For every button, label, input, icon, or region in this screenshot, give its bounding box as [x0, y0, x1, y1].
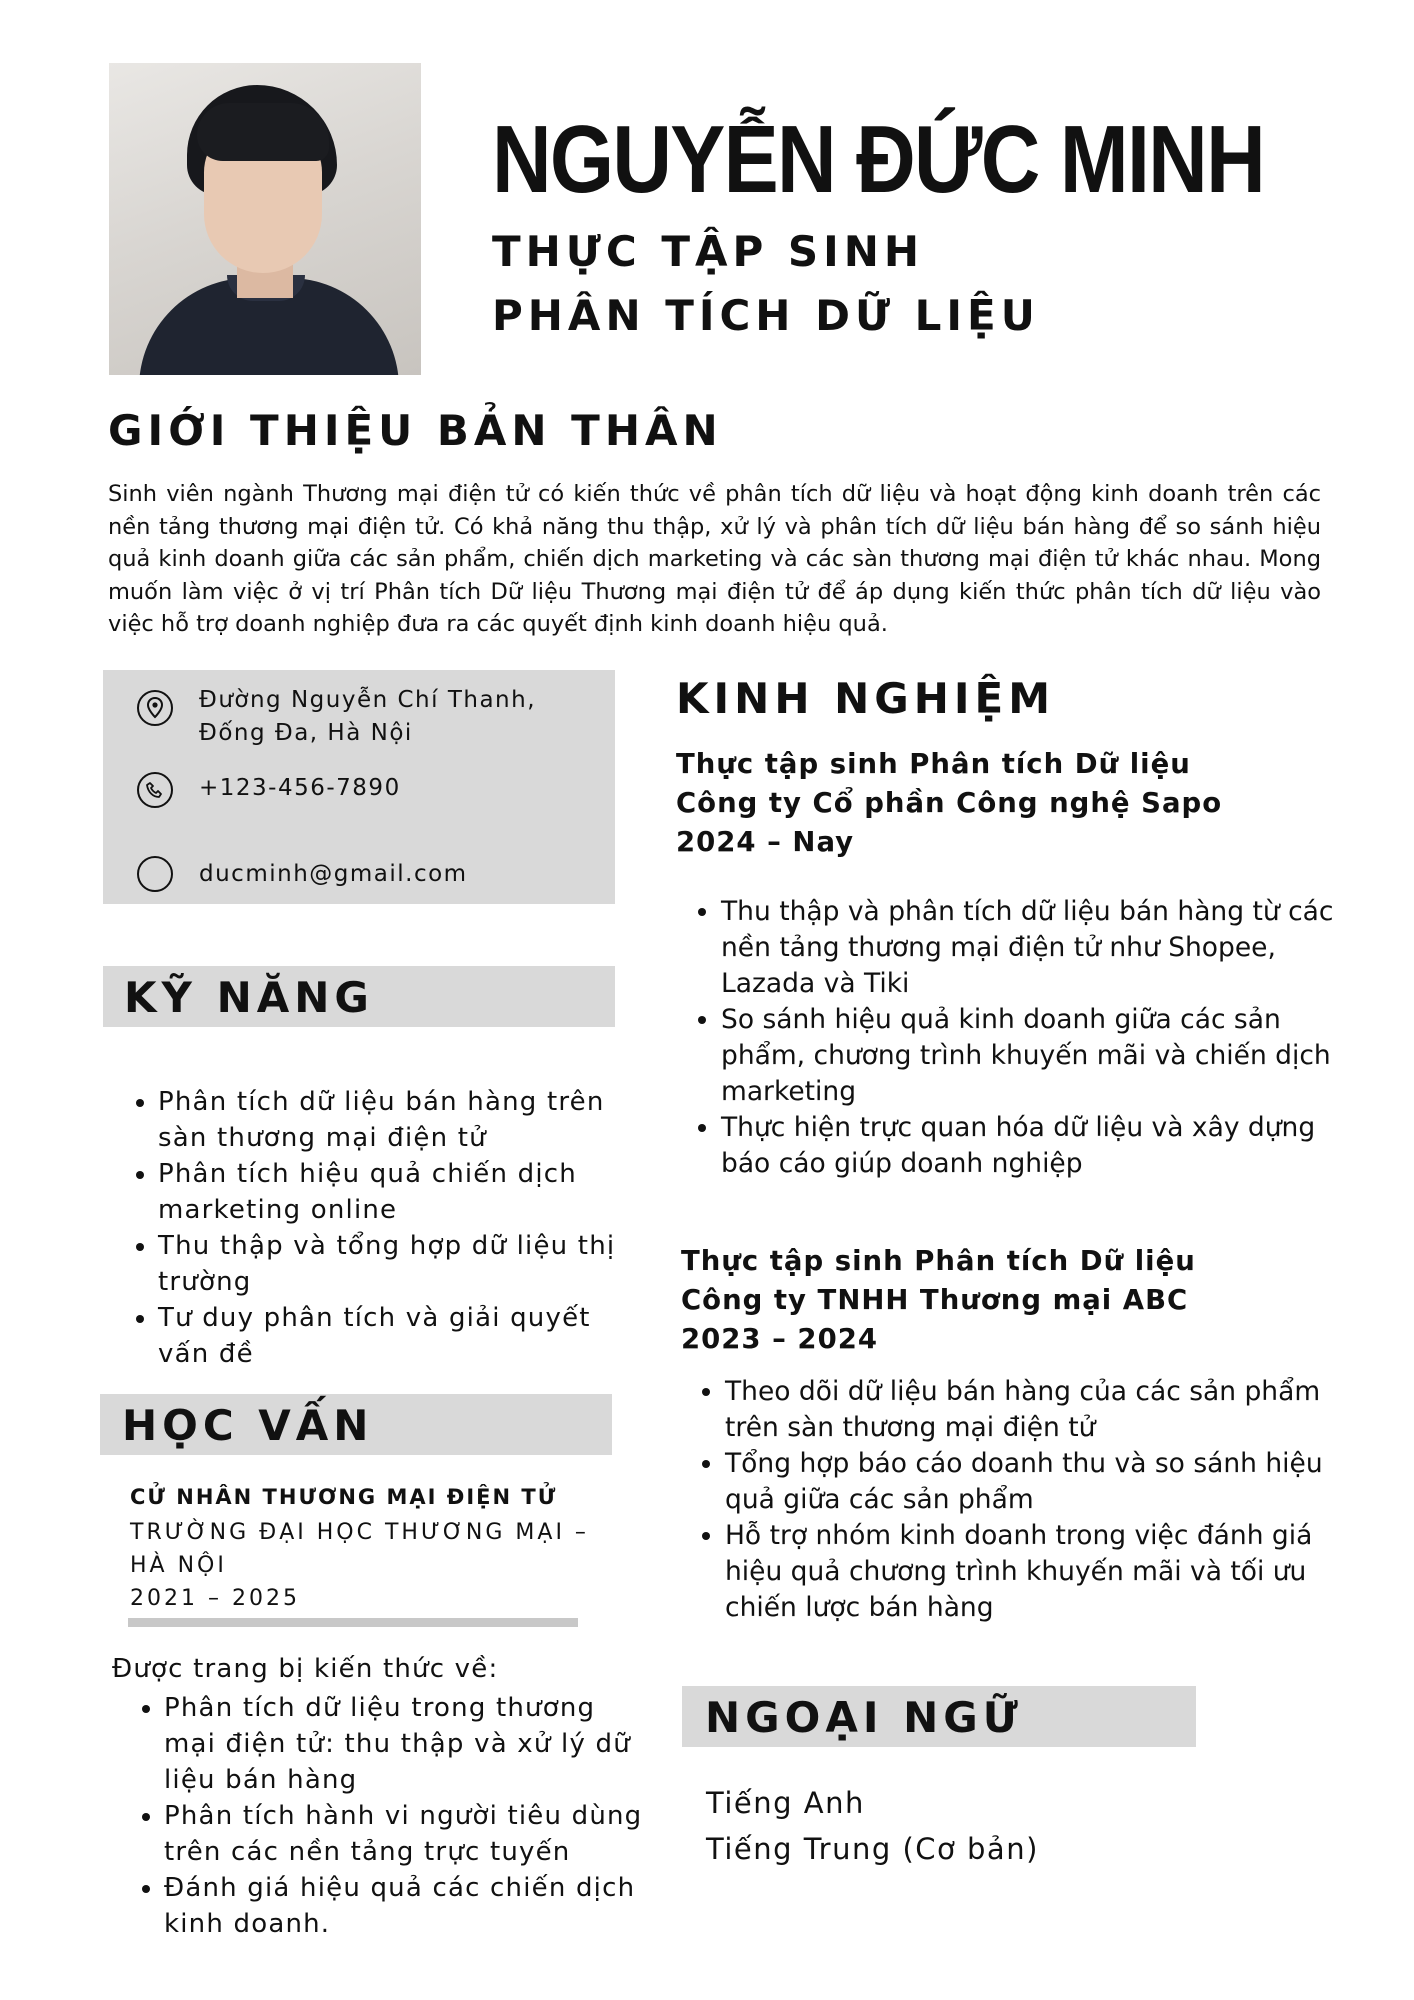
- address-line1: Đường Nguyễn Chí Thanh,: [199, 687, 537, 713]
- school-name: TRƯỜNG ĐẠI HỌC THƯƠNG MẠI – HÀ NỘI: [130, 1520, 589, 1578]
- address: [199, 684, 536, 750]
- job-1-header: [676, 745, 1222, 862]
- languages-heading: NGOẠI NGỮ: [705, 1693, 1023, 1742]
- address-line2: Đống Đa, Hà Nội: [199, 720, 413, 746]
- job-period: 2023 – 2024: [681, 1323, 878, 1355]
- job-title: [492, 220, 1040, 348]
- phone-icon: [137, 772, 173, 808]
- list-item: • Phân tích dữ liệu trong thương mại điện tử: thu thập và xử lý dữ liệu bán hàng: [164, 1690, 654, 1798]
- job-2-duties: [681, 1374, 1365, 1626]
- email-icon: [137, 856, 173, 892]
- skills-heading: KỸ NĂNG: [124, 973, 374, 1022]
- contact-box: [103, 670, 615, 904]
- job-period: 2024 – Nay: [676, 826, 855, 858]
- list-item: • Đánh giá hiệu quả các chiến dịch kinh doanh.: [164, 1870, 654, 1942]
- list-item: • Tư duy phân tích và giải quyết vấn đề: [158, 1300, 648, 1372]
- intro-text: Sinh viên ngành Thương mại điện tử có kiến thức về phân tích dữ liệu và hoạt động kinh doanh trên các nền tảng thương mại điện tử. Có khả năng thu thập, xử lý và phân tích dữ liệu bán hàng để so sánh hiệu quả kinh doanh giữa các sản phẩm, chiến dịch marketing và các sàn thương mại điện tử khác nhau. Mong muốn làm việc ở vị trí Phân tích Dữ liệu Thương mại điện tử để áp dụng kiến thức phân tích dữ liệu vào việc hỗ trợ doanh nghiệp đưa ra các quyết định kinh doanh hiệu quả.: [108, 481, 1321, 637]
- experience-heading: KINH NGHIỆM: [676, 674, 1055, 723]
- job-position: Thực tập sinh Phân tích Dữ liệu: [681, 1245, 1196, 1277]
- profile-photo: [109, 63, 421, 375]
- languages-list: [706, 1780, 1039, 1872]
- degree: CỬ NHÂN THƯƠNG MẠI ĐIỆN TỬ: [130, 1485, 558, 1509]
- list-item: • Thu thập và tổng hợp dữ liệu thị trường: [158, 1228, 648, 1300]
- education-heading: HỌC VẤN: [122, 1401, 374, 1450]
- list-item: • Tổng hợp báo cáo doanh thu và so sánh hiệu quả giữa các sản phẩm: [725, 1446, 1365, 1518]
- language-item: Tiếng Anh: [706, 1786, 865, 1820]
- education-years: 2021 – 2025: [130, 1586, 300, 1611]
- job-company: Công ty TNHH Thương mại ABC: [681, 1284, 1189, 1316]
- job-title-line1: THỰC TẬP SINH: [492, 227, 925, 276]
- job-company: Công ty Cổ phần Công nghệ Sapo: [676, 787, 1223, 819]
- school-info: [130, 1516, 600, 1615]
- list-item: • Thu thập và phân tích dữ liệu bán hàng từ các nền tảng thương mại điện tử như Shopee, Lazada và Tiki: [721, 894, 1361, 1002]
- job-2-header: [681, 1242, 1196, 1359]
- list-item: • Hỗ trợ nhóm kinh doanh trong việc đánh giá hiệu quả chương trình khuyến mãi và tối ưu chiến lược bán hàng: [725, 1518, 1365, 1626]
- list-item: • Phân tích hiệu quả chiến dịch marketing online: [158, 1156, 648, 1228]
- list-item: • Phân tích hành vi người tiêu dùng trên các nền tảng trực tuyến: [164, 1798, 654, 1870]
- skills-list: [114, 1084, 648, 1372]
- job-position: Thực tập sinh Phân tích Dữ liệu: [676, 748, 1191, 780]
- education-list: [120, 1690, 654, 1942]
- list-item: • Thực hiện trực quan hóa dữ liệu và xây dựng báo cáo giúp doanh nghiệp: [721, 1110, 1361, 1182]
- job-1-duties: [677, 894, 1361, 1182]
- job-title-line2: PHÂN TÍCH DỮ LIỆU: [492, 291, 1040, 340]
- list-item: • So sánh hiệu quả kinh doanh giữa các sản phẩm, chương trình khuyến mãi và chiến dịch marketing: [721, 1002, 1361, 1110]
- divider: [128, 1618, 578, 1627]
- location-pin-icon: [137, 690, 173, 726]
- education-intro: Được trang bị kiến thức về:: [112, 1654, 499, 1684]
- language-item: Tiếng Trung (Cơ bản): [706, 1832, 1039, 1866]
- phone-number[interactable]: +123-456-7890: [199, 775, 401, 801]
- list-item: • Phân tích dữ liệu bán hàng trên sàn thương mại điện tử: [158, 1084, 648, 1156]
- list-item: • Theo dõi dữ liệu bán hàng của các sản phẩm trên sàn thương mại điện tử: [725, 1374, 1365, 1446]
- candidate-name: NGUYỄN ĐỨC MINH: [492, 106, 1264, 213]
- email-address[interactable]: ducminh@gmail.com: [199, 861, 468, 887]
- intro-heading: GIỚI THIỆU BẢN THÂN: [108, 406, 723, 455]
